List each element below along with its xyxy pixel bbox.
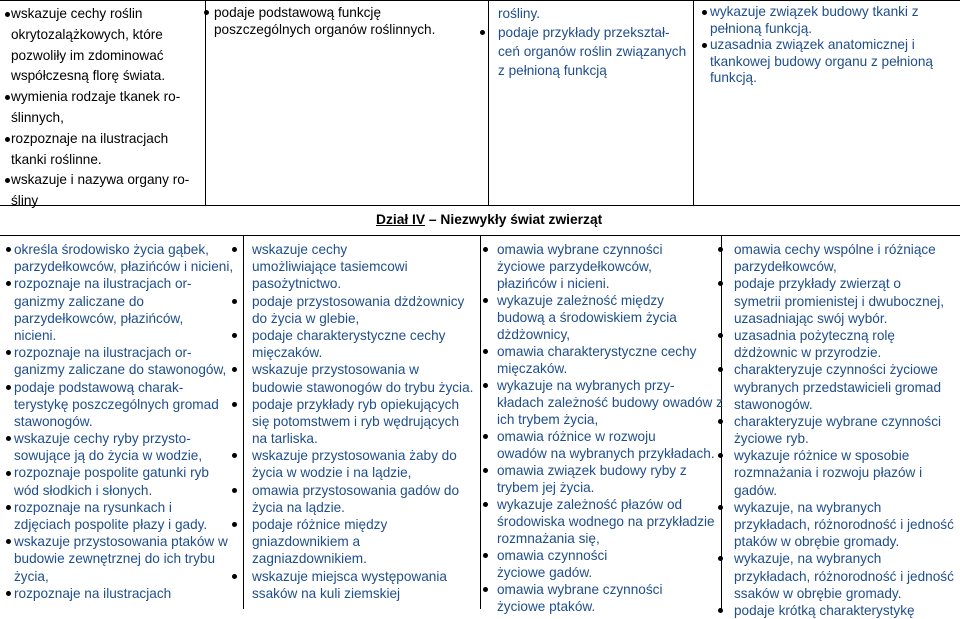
bullet-item [252,241,478,258]
bullet-icon [6,591,11,596]
item-text: wskazuje przystosowania żaby do [252,448,457,464]
item-text: parzydełkowców, [734,259,837,275]
bullet-icon [6,539,11,544]
bullet-item-continuation [2,361,242,378]
bullet-item [489,581,719,598]
bullet-icon [718,556,723,561]
item-text: ptaków w obrębie gromady. [734,534,900,550]
top-divider-1 [205,0,206,205]
item-text: wykazuje związek budowy tkanki z [710,4,919,19]
top-divider-2 [488,0,489,205]
item-text: ganizmy zaliczane do [14,293,144,309]
item-text: omawia cechy wspólne i różniące [734,242,936,257]
item-text: nicieni. [14,327,57,343]
item-text: życia w wodzie i na lądzie, [252,465,412,481]
bullet-item-continuation [2,482,242,499]
item-text: rozpoznaje na ilustracjach or- [14,345,192,361]
bullet-item [252,447,478,464]
item-text: rozpoznaje pospolite gatunki ryb [14,465,209,481]
bottom-cell-1 [2,241,242,609]
item-text: się potomstwem i ryb wędrujących [252,413,459,429]
bullet-item-continuation [489,479,719,496]
bullet-item [2,464,242,481]
bullet-item-continuation [2,327,242,344]
bullet-icon [718,608,723,613]
item-text: życia na lądzie. [252,499,345,515]
bullet-icon [718,281,723,286]
bullet-item [728,241,958,258]
item-text: omawia przystosowania gadów do [252,482,460,498]
bullet-item-continuation [489,411,719,428]
bullet-item [728,361,958,378]
top-cell-1 [0,4,204,209]
bullet-item-continuation [728,568,958,585]
bullet-item [728,275,958,292]
item-text: płazińców i nicieni. [497,276,610,291]
bullet-item [489,241,719,258]
bullet-icon [6,471,11,476]
bullet-item-continuation [252,430,478,447]
bullet-item [2,344,242,361]
bullet-item-continuation [489,530,719,547]
item-text: wykazuje na wybranych przy- [497,378,675,393]
bullet-item [2,275,242,292]
item-text: sowujące ją do życia w wodzie, [14,448,203,464]
item-text: omawia wybrane czynności [497,242,663,257]
bullet-item [252,568,478,585]
item-text: śliny [11,193,39,209]
bullet-item-continuation [252,310,478,327]
bullet-icon [6,281,11,286]
bullet-icon [6,350,11,355]
bullet-item-continuation [728,310,958,327]
item-text: ślinnych, [11,109,64,125]
item-text: tkanki roślinne. [11,151,102,167]
item-text: owadów na wybranych przykładach. [497,446,715,461]
item-text: wskazuje cechy ryby przysto- [14,431,191,447]
bullet-item [252,516,478,533]
item-text: omawia różnice w rozwoju [497,429,656,444]
item-text: podaje podstawową funkcję [214,5,382,20]
bullet-item-continuation [0,150,204,171]
bullet-icon [483,349,488,354]
item-text: umożliwiające tasiemcowi [252,259,408,275]
item-text: podaje przystosowania dżdżownicy [252,293,465,309]
bullet-item-continuation [489,326,719,343]
bullet-icon [483,298,488,303]
item-text: gniazdownikiem a [252,534,361,550]
item-text: ich trybem życia, [497,412,599,427]
item-text: podaje przykłady przekształ- [498,25,670,40]
bullet-item-continuation [489,394,723,411]
bullet-icon [6,385,11,390]
bullet-icon [5,178,10,183]
item-text: pełnioną funkcją. [710,20,813,36]
item-text: wskazuje miejsca występowania [252,568,447,584]
bullet-item [489,377,719,394]
bullet-icon [483,587,488,592]
bullet-item [0,129,204,150]
bullet-icon [5,12,10,17]
bottom-cell-3 [489,241,723,614]
item-text: życia, [14,568,49,584]
bullet-icon [232,402,237,407]
item-text: życiowe ptaków. [497,599,596,614]
bullet-item-continuation [728,344,958,361]
item-text: mięczaków. [252,345,323,361]
bullet-item-continuation [698,54,958,71]
bullet-item [728,447,958,464]
bullet-item [728,602,958,619]
item-text: zdjęciach pospolite płazy i gady. [14,517,208,532]
item-text: z pełnioną funkcją [498,63,607,78]
bullet-item [252,482,478,499]
bullet-item-continuation [2,396,242,413]
bullet-item-continuation [2,413,242,430]
bullet-item [489,428,719,445]
bullet-icon [718,333,723,338]
item-text: wskazuje przystosowania w [252,362,419,378]
bullet-item [2,430,242,447]
bullet-item-continuation [489,360,719,377]
item-text: wykazuje, na wybranych [734,551,882,567]
item-text: parzydełkowców, płazińców i nicieni, [14,259,234,275]
bullet-icon [6,436,11,441]
item-text: trybem jej życia. [497,480,595,495]
item-text: rozpoznaje na rysunkach i [14,499,172,515]
bullet-item-continuation [2,568,242,585]
item-text: przykładach, różnorodność i jedność [734,517,954,532]
bullet-icon [702,43,707,48]
item-text: okrytozalążkowych, które [11,26,163,42]
bullet-item-continuation [0,46,204,67]
bullet-item-continuation [728,516,958,533]
bullet-item-continuation [0,108,204,129]
item-text: poszczególnych organów roślinnych. [214,22,436,37]
bullet-item [252,293,478,310]
bullet-item-continuation [728,379,958,396]
item-text: określa środowisko życia gąbek, [14,242,209,257]
bullet-item-continuation [2,293,242,310]
item-text: stawonogów. [734,396,813,412]
bullet-icon [232,299,237,304]
item-text: wskazuje cechy roślin [11,6,143,21]
bullet-item [698,4,958,21]
item-text: pozwoliły im zdominować [11,47,164,63]
bullet-icon [718,247,723,252]
section-title [376,212,602,227]
bullet-icon [480,30,485,35]
bullet-icon [483,383,488,388]
top-rule [0,0,960,1]
bullet-item-continuation [252,464,478,481]
bottom-cell-4 [728,241,958,618]
bullet-icon [5,95,10,100]
item-text: funkcją. [710,70,757,86]
bullet-item [489,462,719,479]
item-text: wód słodkich i słonych. [14,482,153,498]
bullet-item-continuation [494,42,690,61]
bullet-item-continuation [494,4,690,23]
bullet-item [489,343,719,360]
item-text: rozpoznaje na ilustracjach or- [14,276,192,292]
bullet-item [698,37,958,54]
item-text: ganizmy zaliczane do stawonogów, [14,362,227,378]
bullet-icon [718,367,723,372]
bullet-icon [483,502,488,507]
bullet-item [489,496,719,513]
bullet-item [0,4,204,25]
bullet-item [2,585,242,602]
item-text: omawia charakterystyczne cechy [497,344,697,359]
item-text: ceń organów roślin związanych [498,44,687,59]
bullet-item-continuation [489,598,719,615]
bullet-item-continuation [698,21,958,38]
top-cell-4 [698,4,958,104]
bullet-item [728,413,958,430]
bullet-item-continuation [0,25,204,46]
item-text: dżdżownicy, [497,327,571,342]
item-text: wymienia rodzaje tkanek ro- [11,89,181,105]
bullet-item [489,292,719,309]
bullet-item-continuation [2,550,242,567]
item-text: budowie zewnętrznej do ich trybu [14,551,215,567]
bullet-item [494,23,690,42]
bullet-item-continuation [728,482,958,499]
bottom-divider-1 [243,235,244,609]
bullet-icon [718,453,723,458]
bullet-icon [232,488,237,493]
item-text: wybranych przedstawicieli gromad [734,379,942,395]
item-text: uzasadnia pożyteczną rolę [734,327,895,343]
bullet-item-continuation [0,191,204,212]
item-text: podaje krótką charakterystykę [734,602,915,618]
bullet-item [0,170,204,191]
bullet-item-continuation [698,70,958,87]
section-title-prefix: Dział IV [376,212,426,227]
bullet-item [2,241,242,258]
item-text: wykazuje zależność między [497,293,664,308]
item-text: rozpoznaje na ilustracjach [11,130,169,146]
bullet-item [252,327,478,344]
item-text: wskazuje przystosowania ptaków w [14,534,228,550]
bullet-icon [483,553,488,558]
bullet-item [210,4,486,21]
item-text: wykazuje zależność płazów od [497,497,683,512]
bullet-icon [718,505,723,510]
bullet-item [489,547,719,564]
item-text: mięczaków. [497,361,568,376]
bullet-item-continuation [489,564,719,581]
item-text: życiowe ryb. [734,431,809,447]
bullet-icon [232,574,237,579]
bullet-item-continuation [0,66,204,87]
bullet-icon [6,505,11,510]
item-text: charakteryzuje czynności życiowe [734,362,938,378]
bottom-divider-2 [480,235,481,609]
item-text: przykładach, różnorodność i jedność [734,568,954,584]
item-text: podaje podstawową charak- [14,379,184,395]
bullet-item [0,87,204,108]
bullet-item-continuation [252,499,478,516]
bullet-item-continuation [494,61,690,80]
item-text: do życia w glebie, [252,310,360,326]
bullet-item-continuation [728,396,958,413]
item-text: omawia wybrane czynności [497,582,663,597]
bullet-icon [718,419,723,424]
bullet-item-continuation [2,258,242,275]
item-text: budowie stawonogów do trybu życia. [252,379,474,395]
item-text: gadów. [734,482,778,498]
item-text: wskazuje i nazywa organy ro- [11,172,190,188]
top-cell-2 [210,4,486,44]
bullet-item [728,499,958,516]
item-text: rozmnażania i rozwoju płazów i [734,465,923,481]
item-text: rozmnażania się, [497,531,600,546]
bullet-item-continuation [2,447,242,464]
item-text: uzasadniając swój wybór. [734,310,888,326]
item-text: podaje przykłady ryb opiekujących [252,396,460,412]
bullet-item-continuation [489,275,719,292]
item-text: środowiska wodnego na przykładzie [497,514,715,529]
bullet-item-continuation [252,550,478,567]
bullet-icon [232,333,237,338]
item-text: charakteryzuje wybrane czynności [734,413,942,429]
bullet-icon [702,10,707,15]
item-text: budową a środowiskiem życia [497,310,677,325]
bullet-item-continuation [489,258,719,275]
bullet-item-continuation [252,344,478,361]
bullet-item-continuation [252,533,478,550]
section-title-rest: – Niezwykły świat zwierząt [425,212,603,227]
bullet-item-continuation [252,413,478,430]
item-text: terystykę poszczególnych gromad [14,396,219,412]
bullet-item-continuation [252,258,478,275]
bullet-item-continuation [728,258,958,275]
top-cell-3 [494,4,690,84]
bottom-cell-2 [252,241,478,609]
bullet-item-continuation [2,310,242,327]
item-text: omawia związek budowy ryby z [497,463,687,478]
bullet-item-continuation [728,533,958,550]
bullet-icon [483,247,488,252]
item-text: podaje różnice między [252,517,388,532]
item-text: ssaków na kuli ziemskiej [252,585,401,601]
item-text: życiowe gadów. [497,565,593,580]
bullet-item-continuation [728,464,958,481]
item-text: pasożytnictwo. [252,276,342,292]
item-text: rośliny. [498,6,541,21]
bullet-item [252,361,478,378]
bullet-icon [483,434,488,439]
bullet-item-continuation [252,379,478,396]
item-text: stawonogów. [14,413,93,429]
bullet-item [2,533,242,550]
item-text: uzasadnia związek anatomicznej i [710,37,915,53]
item-text: współczesną florę świata. [11,68,166,84]
item-text: omawia czynności [497,548,608,563]
bullet-item-continuation [728,585,958,602]
item-text: na tarliska. [252,431,318,447]
item-text: symetrii promienistej i dwubocznej, [734,293,945,309]
item-text: podaje charakterystyczne cechy [252,327,446,343]
bullet-item-continuation [210,21,486,38]
bullet-item [2,499,242,516]
bullet-item [728,550,958,567]
bullet-item-continuation [728,293,958,310]
item-text: ssaków w obrębie gromady. [734,585,902,601]
bullet-item [2,379,242,396]
bullet-item [252,396,478,413]
item-text: wskazuje cechy [252,242,348,257]
bullet-item-continuation [489,445,719,462]
bullet-item-continuation [252,585,478,602]
item-text: wykazuje, na wybranych [734,499,882,515]
item-text: dżdżownic w przyrodzie. [734,345,882,361]
bullet-item [728,327,958,344]
item-text: rozpoznaje na ilustracjach [14,585,172,601]
item-text: tkankowej budowy organu z pełnioną [710,53,933,69]
item-text: życiowe parzydełkowców, [497,259,652,274]
bullet-icon [483,468,488,473]
bullet-icon [204,10,209,15]
item-text: wykazuje różnice w sposobie [734,448,910,464]
bullet-icon [5,137,10,142]
bullet-item-continuation [728,430,958,447]
item-text: podaje przykłady zwierząt o [734,276,901,292]
item-text: zagniazdownikiem. [252,551,367,567]
bullet-item-continuation [489,309,719,326]
bullet-item-continuation [489,513,719,530]
bullet-item-continuation [252,275,478,292]
top-divider-3 [693,0,694,205]
bullet-icon [6,247,11,252]
item-text: parzydełkowców, płazińców, [14,310,184,326]
item-text: kładach zależność budowy owadów z [497,395,723,410]
bullet-item-continuation [2,516,242,533]
